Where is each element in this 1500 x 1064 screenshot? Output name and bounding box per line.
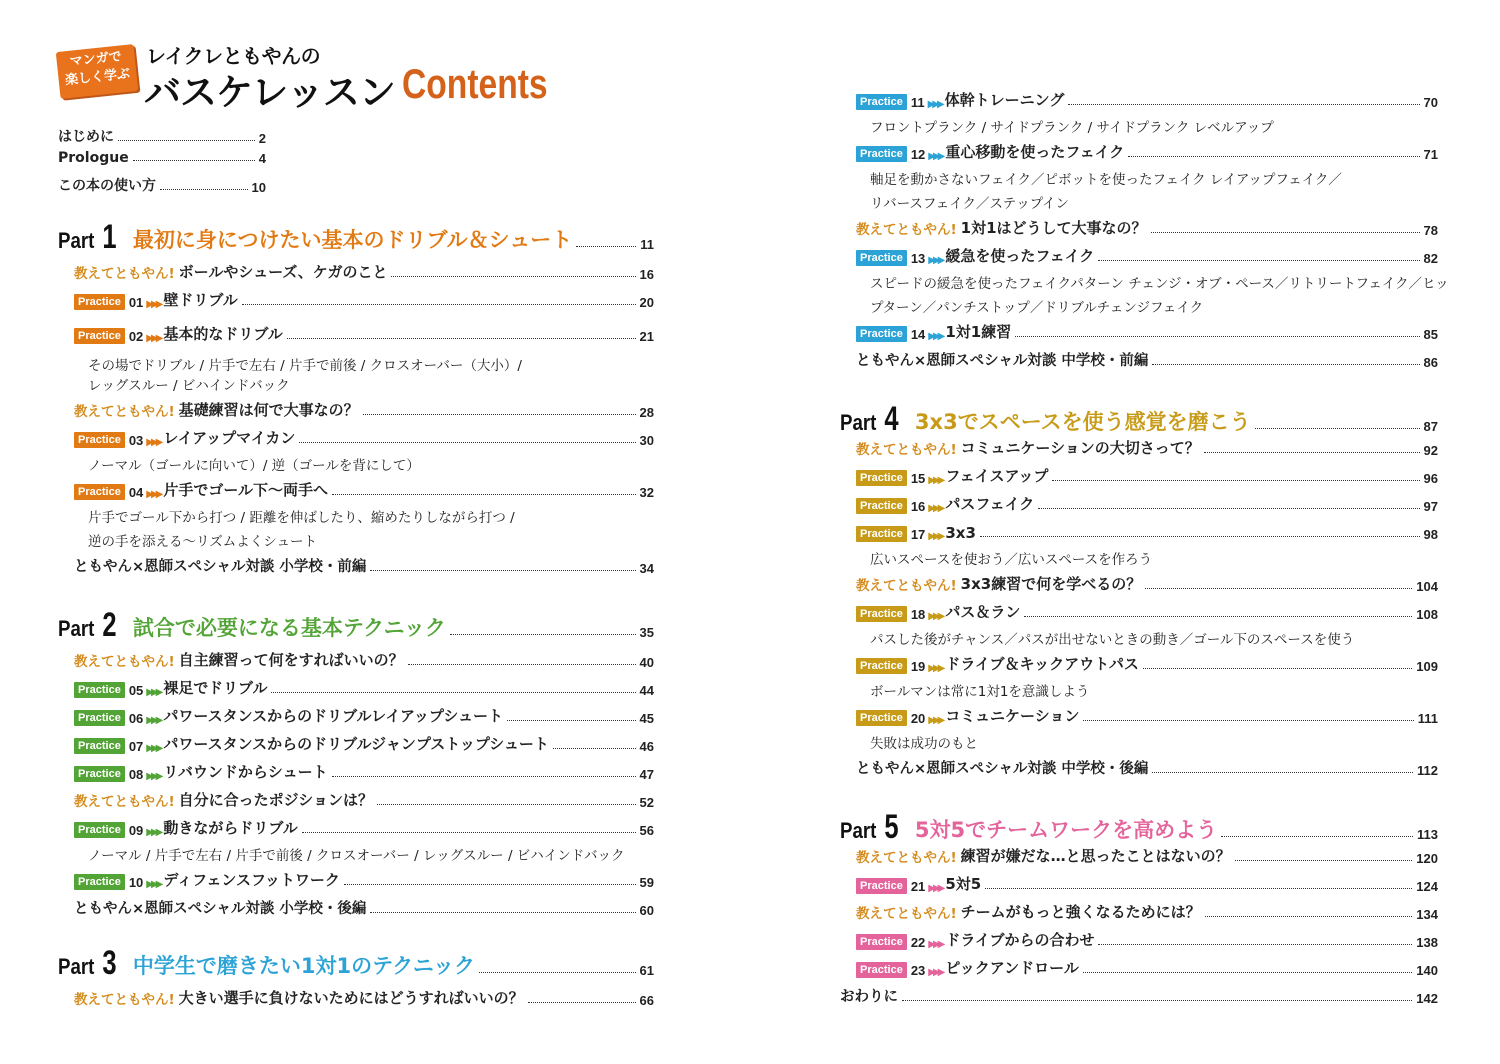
toc-row[interactable] bbox=[856, 438, 1438, 458]
book-subtitle: レイクレともやんの bbox=[146, 44, 321, 68]
toc-row[interactable] bbox=[856, 902, 1438, 922]
page-number: 120 bbox=[1416, 851, 1438, 866]
dot-leader bbox=[1024, 616, 1412, 617]
toc-row[interactable] bbox=[856, 846, 1438, 866]
practice-tag: Practice bbox=[74, 738, 125, 754]
practice-tag: Practice bbox=[856, 606, 907, 622]
practice-tag: Practice bbox=[856, 94, 907, 110]
part-label: Part bbox=[840, 818, 877, 843]
oshiete-label: 教えてともやん! bbox=[74, 794, 175, 810]
entry-description: ボールマンは常に1対1を意識しよう bbox=[870, 684, 1090, 700]
entry-title: コミュニケーション bbox=[945, 707, 1080, 725]
entry-title: リバウンドからシュート bbox=[163, 763, 328, 781]
page-number: 11 bbox=[640, 237, 654, 252]
entry-title: ピックアンドロール bbox=[945, 959, 1079, 977]
page-number: 109 bbox=[1416, 659, 1438, 674]
dot-leader bbox=[1205, 916, 1413, 917]
page-number: 96 bbox=[1423, 471, 1438, 486]
entry-description: スピードの緩急を使ったフェイクパターン チェンジ・オブ・ペース／リトリートフェイク／ヒッ bbox=[870, 276, 1449, 292]
toc-row[interactable] bbox=[74, 556, 654, 576]
practice-number: 20 bbox=[910, 711, 926, 726]
entry-title: パスフェイク bbox=[945, 495, 1035, 513]
toc-row[interactable] bbox=[74, 290, 654, 310]
dot-leader bbox=[1255, 428, 1420, 429]
entry-title: コミュニケーションの大切さって？ bbox=[960, 439, 1200, 457]
toc-row[interactable] bbox=[856, 602, 1438, 622]
arrow-icon: ▶▶▶ bbox=[928, 475, 943, 486]
entry-title: おわりに bbox=[840, 989, 898, 1005]
page-number: 71 bbox=[1423, 147, 1438, 162]
contents-heading: Contents bbox=[402, 60, 548, 107]
entry-title: ドライブ＆キックアウトパス bbox=[945, 655, 1139, 673]
entry-description: 軸足を動かさないフェイク／ピボットを使ったフェイク レイアップフェイク／ bbox=[870, 172, 1342, 188]
page-number: 10 bbox=[251, 180, 266, 195]
practice-number: 01 bbox=[128, 295, 144, 310]
dot-leader bbox=[1235, 860, 1413, 861]
entry-title: 自主練習って何をすればいいの？ bbox=[178, 651, 404, 669]
page-number: 60 bbox=[639, 903, 654, 918]
toc-row[interactable] bbox=[856, 246, 1438, 266]
part-number: 3 bbox=[102, 944, 117, 982]
toc-row-intro[interactable] bbox=[58, 126, 266, 146]
entry-title: 大きい選手に負けないためにはどうすればいいの？ bbox=[178, 989, 524, 1007]
practice-number: 09 bbox=[128, 823, 144, 838]
page-number: 108 bbox=[1416, 607, 1438, 622]
dot-leader bbox=[408, 664, 636, 665]
arrow-icon: ▶▶▶ bbox=[928, 939, 943, 950]
practice-tag: Practice bbox=[74, 766, 125, 782]
toc-row[interactable] bbox=[856, 874, 1438, 894]
arrow-icon: ▶▶▶ bbox=[927, 99, 942, 110]
dot-leader bbox=[287, 338, 636, 339]
practice-tag: Practice bbox=[856, 962, 907, 978]
entry-title: 1対1はどうして大事なの？ bbox=[960, 219, 1147, 237]
dot-leader bbox=[332, 776, 636, 777]
dot-leader bbox=[1068, 104, 1419, 105]
part-label: Part bbox=[840, 410, 877, 435]
toc-row[interactable] bbox=[856, 142, 1438, 162]
arrow-icon: ▶▶▶ bbox=[928, 331, 943, 342]
dot-leader bbox=[1221, 836, 1413, 837]
practice-tag: Practice bbox=[856, 326, 907, 342]
page-number: 98 bbox=[1423, 527, 1438, 542]
dot-leader bbox=[980, 536, 1420, 537]
dot-leader bbox=[450, 634, 636, 635]
page-number: 66 bbox=[639, 993, 654, 1008]
dot-leader bbox=[332, 494, 635, 495]
entry-title: パワースタンスからのドリブルジャンプストップシュート bbox=[163, 735, 549, 753]
toc-row-intro[interactable] bbox=[58, 175, 266, 195]
oshiete-label: 教えてともやん! bbox=[856, 578, 957, 594]
page-number: 140 bbox=[1416, 963, 1438, 978]
part-label: Part bbox=[58, 228, 95, 253]
entry-title: パス＆ラン bbox=[945, 603, 1021, 621]
dot-leader bbox=[1143, 668, 1412, 669]
practice-number: 05 bbox=[128, 683, 144, 698]
dot-leader bbox=[1083, 972, 1412, 973]
practice-number: 19 bbox=[910, 659, 926, 674]
oshiete-label: 教えてともやん! bbox=[856, 906, 957, 922]
dot-leader bbox=[507, 720, 635, 721]
entry-title: 片手でゴール下～両手へ bbox=[163, 481, 329, 499]
toc-row[interactable] bbox=[856, 706, 1438, 726]
arrow-icon: ▶▶▶ bbox=[928, 531, 943, 542]
entry-description: 片手でゴール下から打つ / 距離を伸ばしたり、縮めたりしながら打つ / bbox=[88, 510, 515, 526]
dot-leader bbox=[160, 189, 248, 190]
oshiete-label: 教えてともやん! bbox=[856, 850, 957, 866]
dot-leader bbox=[553, 748, 636, 749]
practice-number: 15 bbox=[910, 471, 926, 486]
entry-description: その場でドリブル / 片手で左右 / 片手で前後 / クロスオーバー（大小）/ bbox=[88, 358, 522, 374]
practice-tag: Practice bbox=[74, 432, 125, 448]
part-heading-1[interactable] bbox=[58, 220, 654, 254]
entry-title: ともやん×恩師スペシャル対談 中学校・後編 bbox=[856, 761, 1149, 777]
practice-number: 02 bbox=[128, 329, 144, 344]
dot-leader bbox=[528, 1002, 636, 1003]
practice-tag: Practice bbox=[74, 328, 125, 344]
dot-leader bbox=[302, 832, 636, 833]
dot-leader bbox=[985, 888, 1412, 889]
page-number: 44 bbox=[639, 683, 654, 698]
dot-leader bbox=[363, 414, 636, 415]
toc-row[interactable] bbox=[856, 466, 1438, 486]
entry-title: 体幹トレーニング bbox=[944, 91, 1065, 109]
page-number: 28 bbox=[639, 405, 654, 420]
page-number: 61 bbox=[639, 963, 654, 978]
dot-leader bbox=[1152, 364, 1419, 365]
practice-tag: Practice bbox=[74, 294, 125, 310]
dot-leader bbox=[1145, 588, 1412, 589]
part-number: 5 bbox=[884, 808, 899, 846]
page-number: 47 bbox=[639, 767, 654, 782]
practice-number: 13 bbox=[910, 251, 926, 266]
entry-title: ドライブからの合わせ bbox=[945, 931, 1095, 949]
dot-leader bbox=[377, 804, 636, 805]
entry-title: 壁ドリブル bbox=[163, 291, 238, 309]
page-number: 2 bbox=[258, 131, 266, 146]
part-number: 4 bbox=[884, 400, 899, 438]
toc-row[interactable] bbox=[856, 930, 1438, 950]
practice-tag: Practice bbox=[856, 498, 907, 514]
page-number: 87 bbox=[1423, 419, 1438, 434]
part-label: Part bbox=[58, 954, 95, 979]
part-heading-3[interactable] bbox=[58, 946, 654, 980]
practice-number: 17 bbox=[910, 527, 926, 542]
practice-tag: Practice bbox=[856, 658, 907, 674]
dot-leader bbox=[299, 442, 635, 443]
entry-title: パワースタンスからのドリブルレイアップシュート bbox=[163, 707, 504, 725]
page-number: 20 bbox=[639, 295, 654, 310]
dot-leader bbox=[1151, 232, 1420, 233]
oshiete-label: 教えてともやん! bbox=[74, 654, 175, 670]
toc-row[interactable] bbox=[840, 986, 1438, 1006]
entry-title: 裸足でドリブル bbox=[163, 679, 268, 697]
toc-row[interactable] bbox=[74, 262, 654, 282]
entry-title: ともやん×恩師スペシャル対談 中学校・前編 bbox=[856, 353, 1149, 369]
practice-tag: Practice bbox=[74, 682, 125, 698]
arrow-icon: ▶▶▶ bbox=[928, 151, 943, 162]
toc-row[interactable] bbox=[74, 870, 654, 890]
practice-number: 16 bbox=[910, 499, 926, 514]
practice-number: 23 bbox=[910, 963, 926, 978]
arrow-icon: ▶▶▶ bbox=[928, 663, 943, 674]
part-heading-2[interactable] bbox=[58, 608, 654, 642]
arrow-icon: ▶▶▶ bbox=[928, 611, 943, 622]
entry-description: パスした後がチャンス／パスが出せないときの動き／ゴール下のスペースを使う bbox=[870, 632, 1355, 648]
toc-row[interactable] bbox=[74, 706, 654, 726]
part-title: 3x3でスペースを使う感覚を磨こう bbox=[914, 410, 1251, 434]
arrow-icon: ▶▶▶ bbox=[146, 879, 161, 890]
toc-row[interactable] bbox=[74, 428, 654, 448]
practice-number: 08 bbox=[128, 767, 144, 782]
toc-row[interactable] bbox=[74, 678, 654, 698]
book-title: バスケレッスン bbox=[144, 71, 395, 114]
arrow-icon: ▶▶▶ bbox=[146, 743, 161, 754]
entry-title: 練習が嫌だな…と思ったことはないの？ bbox=[960, 847, 1231, 865]
page-number: 124 bbox=[1416, 879, 1438, 894]
dot-leader bbox=[1204, 452, 1420, 453]
toc-row[interactable] bbox=[74, 818, 654, 838]
practice-tag: Practice bbox=[856, 710, 907, 726]
page-number: 112 bbox=[1417, 763, 1438, 778]
entry-title: 基礎練習は何で大事なの？ bbox=[178, 401, 359, 419]
arrow-icon: ▶▶▶ bbox=[928, 715, 943, 726]
arrow-icon: ▶▶▶ bbox=[146, 437, 161, 448]
arrow-icon: ▶▶▶ bbox=[146, 333, 161, 344]
page-number: 85 bbox=[1423, 327, 1438, 342]
entry-title: レイアップマイカン bbox=[163, 429, 296, 447]
toc-row[interactable] bbox=[856, 574, 1438, 594]
toc-row[interactable] bbox=[856, 522, 1438, 542]
practice-tag: Practice bbox=[74, 710, 125, 726]
entry-title: 重心移動を使ったフェイク bbox=[945, 143, 1125, 161]
practice-tag: Practice bbox=[74, 874, 125, 890]
arrow-icon: ▶▶▶ bbox=[928, 883, 943, 894]
page-number: 16 bbox=[639, 267, 654, 282]
oshiete-label: 教えてともやん! bbox=[74, 404, 175, 420]
dot-leader bbox=[479, 972, 635, 973]
page-number: 104 bbox=[1416, 579, 1438, 594]
dot-leader bbox=[1038, 508, 1419, 509]
toc-row[interactable] bbox=[74, 734, 654, 754]
dot-leader bbox=[1152, 772, 1413, 773]
manga-badge bbox=[56, 44, 138, 99]
toc-row[interactable] bbox=[856, 322, 1438, 342]
entry-description: レッグスルー / ビハインドバック bbox=[88, 378, 290, 394]
practice-number: 11 bbox=[910, 95, 925, 110]
dot-leader bbox=[1098, 260, 1419, 261]
toc-row[interactable] bbox=[74, 480, 654, 500]
page-number: 32 bbox=[639, 485, 654, 500]
dot-leader bbox=[370, 912, 635, 913]
practice-number: 18 bbox=[910, 607, 926, 622]
dot-leader bbox=[576, 246, 636, 247]
page-number: 40 bbox=[639, 655, 654, 670]
entry-description: ノーマル（ゴールに向いて）/ 逆（ゴールを背にして） bbox=[88, 458, 420, 474]
practice-tag: Practice bbox=[856, 470, 907, 486]
toc-row[interactable] bbox=[74, 650, 654, 670]
part-heading-5[interactable] bbox=[840, 810, 1438, 844]
arrow-icon: ▶▶▶ bbox=[146, 715, 161, 726]
page-number: 70 bbox=[1423, 95, 1438, 110]
toc-row[interactable] bbox=[856, 758, 1438, 778]
page-number: 21 bbox=[639, 329, 654, 344]
entry-description: 逆の手を添える～リズムよくシュート bbox=[88, 534, 317, 550]
entry-title: 緩急を使ったフェイク bbox=[945, 247, 1095, 265]
page-number: 134 bbox=[1416, 907, 1438, 922]
page-number: 113 bbox=[1417, 827, 1438, 842]
page-number: 45 bbox=[639, 711, 654, 726]
entry-title: フェイスアップ bbox=[945, 467, 1049, 485]
book-header bbox=[58, 40, 548, 114]
part-number: 1 bbox=[102, 218, 117, 256]
dot-leader bbox=[271, 692, 635, 693]
arrow-icon: ▶▶▶ bbox=[928, 255, 943, 266]
toc-row[interactable] bbox=[856, 90, 1438, 110]
page-number: 78 bbox=[1423, 223, 1438, 238]
practice-number: 03 bbox=[128, 433, 144, 448]
dot-leader bbox=[1052, 480, 1419, 481]
entry-title: ともやん×恩師スペシャル対談 小学校・後編 bbox=[74, 901, 367, 917]
arrow-icon: ▶▶▶ bbox=[146, 827, 161, 838]
page-number: 46 bbox=[639, 739, 654, 754]
toc-row[interactable] bbox=[74, 988, 654, 1008]
entry-description: 失敗は成功のもと bbox=[870, 736, 978, 752]
page-number: 30 bbox=[639, 433, 654, 448]
entry-description: ノーマル / 片手で左右 / 片手で前後 / クロスオーバー / レッグスルー / ビハインドバック bbox=[88, 848, 625, 864]
practice-tag: Practice bbox=[856, 146, 907, 162]
dot-leader bbox=[1083, 720, 1413, 721]
arrow-icon: ▶▶▶ bbox=[146, 489, 161, 500]
arrow-icon: ▶▶▶ bbox=[928, 967, 943, 978]
page-number: 138 bbox=[1416, 935, 1438, 950]
entry-title: ともやん×恩師スペシャル対談 小学校・前編 bbox=[74, 559, 367, 575]
badge-line-1: マンガで bbox=[69, 49, 123, 70]
entry-title: ボールやシューズ、ケガのこと bbox=[178, 263, 388, 281]
page-number: 82 bbox=[1423, 251, 1438, 266]
toc-row-intro[interactable] bbox=[58, 146, 266, 166]
oshiete-label: 教えてともやん! bbox=[856, 222, 957, 238]
dot-leader bbox=[391, 276, 635, 277]
page-number: 92 bbox=[1423, 443, 1438, 458]
entry-description: プターン／パンチストップ／ドリブルチェンジフェイク bbox=[870, 300, 1204, 316]
dot-leader bbox=[344, 884, 636, 885]
practice-number: 10 bbox=[128, 875, 144, 890]
part-number: 2 bbox=[102, 606, 117, 644]
practice-number: 14 bbox=[910, 327, 926, 342]
toc-row[interactable] bbox=[74, 898, 654, 918]
page-number: 111 bbox=[1417, 711, 1438, 726]
entry-title: 5対5 bbox=[945, 875, 982, 893]
entry-title: 動きながらドリブル bbox=[163, 819, 298, 837]
part-title: 5対5でチームワークを高めよう bbox=[914, 818, 1218, 842]
arrow-icon: ▶▶▶ bbox=[146, 771, 161, 782]
dot-leader bbox=[118, 140, 255, 141]
part-heading-4[interactable] bbox=[840, 402, 1438, 436]
arrow-icon: ▶▶▶ bbox=[928, 503, 943, 514]
dot-leader bbox=[133, 160, 255, 161]
page-number: 52 bbox=[639, 795, 654, 810]
badge-line-2: 楽しく学ぶ bbox=[64, 66, 131, 89]
toc-row[interactable] bbox=[856, 958, 1438, 978]
toc-row[interactable] bbox=[74, 324, 654, 344]
toc-row[interactable] bbox=[74, 790, 654, 810]
entry-description: フロントプランク / サイドプランク / サイドプランク レベルアップ bbox=[870, 120, 1274, 136]
practice-tag: Practice bbox=[856, 934, 907, 950]
dot-leader bbox=[1015, 336, 1419, 337]
part-title: 最初に身につけたい基本のドリブル＆シュート bbox=[132, 228, 573, 252]
practice-number: 04 bbox=[128, 485, 144, 500]
dot-leader bbox=[370, 570, 635, 571]
page-number: 56 bbox=[639, 823, 654, 838]
practice-tag: Practice bbox=[856, 878, 907, 894]
entry-title: 3x3 bbox=[945, 524, 976, 542]
part-label: Part bbox=[58, 616, 95, 641]
entry-title: 自分に合ったポジションは？ bbox=[178, 791, 373, 809]
practice-number: 21 bbox=[910, 879, 926, 894]
dot-leader bbox=[1098, 944, 1412, 945]
page-number: 35 bbox=[639, 625, 654, 640]
part-title: 試合で必要になる基本テクニック bbox=[132, 616, 446, 640]
arrow-icon: ▶▶▶ bbox=[146, 299, 161, 310]
entry-title: チームがもっと強くなるためには？ bbox=[960, 903, 1201, 921]
practice-number: 12 bbox=[910, 147, 926, 162]
page-number: 34 bbox=[639, 561, 654, 576]
practice-number: 07 bbox=[128, 739, 144, 754]
toc-row[interactable] bbox=[74, 400, 654, 420]
entry-title: この本の使い方 bbox=[58, 178, 156, 194]
entry-title: ディフェンスフットワーク bbox=[163, 871, 340, 889]
oshiete-label: 教えてともやん! bbox=[856, 442, 957, 458]
entry-title: Prologue bbox=[58, 150, 129, 166]
oshiete-label: 教えてともやん! bbox=[74, 266, 175, 282]
practice-tag: Practice bbox=[856, 526, 907, 542]
toc-row[interactable] bbox=[856, 654, 1438, 674]
page-number: 97 bbox=[1423, 499, 1438, 514]
dot-leader bbox=[242, 304, 636, 305]
practice-tag: Practice bbox=[74, 822, 125, 838]
toc-row[interactable] bbox=[856, 350, 1438, 370]
page-number: 59 bbox=[639, 875, 654, 890]
practice-tag: Practice bbox=[856, 250, 907, 266]
entry-title: 3x3練習で何を学べるの？ bbox=[960, 575, 1142, 593]
entry-description: 広いスペースを使おう／広いスペースを作ろう bbox=[870, 552, 1153, 568]
oshiete-label: 教えてともやん! bbox=[74, 992, 175, 1008]
practice-tag: Practice bbox=[74, 484, 125, 500]
entry-description: リバースフェイク／ステップイン bbox=[870, 196, 1069, 212]
practice-number: 22 bbox=[910, 935, 926, 950]
toc-row[interactable] bbox=[856, 494, 1438, 514]
page-number: 4 bbox=[258, 151, 266, 166]
dot-leader bbox=[902, 1000, 1412, 1001]
toc-row[interactable] bbox=[856, 218, 1438, 238]
dot-leader bbox=[1128, 156, 1419, 157]
entry-title: 1対1練習 bbox=[945, 323, 1012, 341]
practice-number: 06 bbox=[128, 711, 144, 726]
page-number: 142 bbox=[1416, 991, 1438, 1006]
page-number: 86 bbox=[1423, 355, 1438, 370]
entry-title: 基本的なドリブル bbox=[163, 325, 283, 343]
part-title: 中学生で磨きたい1対1のテクニック bbox=[132, 954, 476, 978]
arrow-icon: ▶▶▶ bbox=[146, 687, 161, 698]
entry-title: はじめに bbox=[58, 129, 114, 145]
toc-row[interactable] bbox=[74, 762, 654, 782]
